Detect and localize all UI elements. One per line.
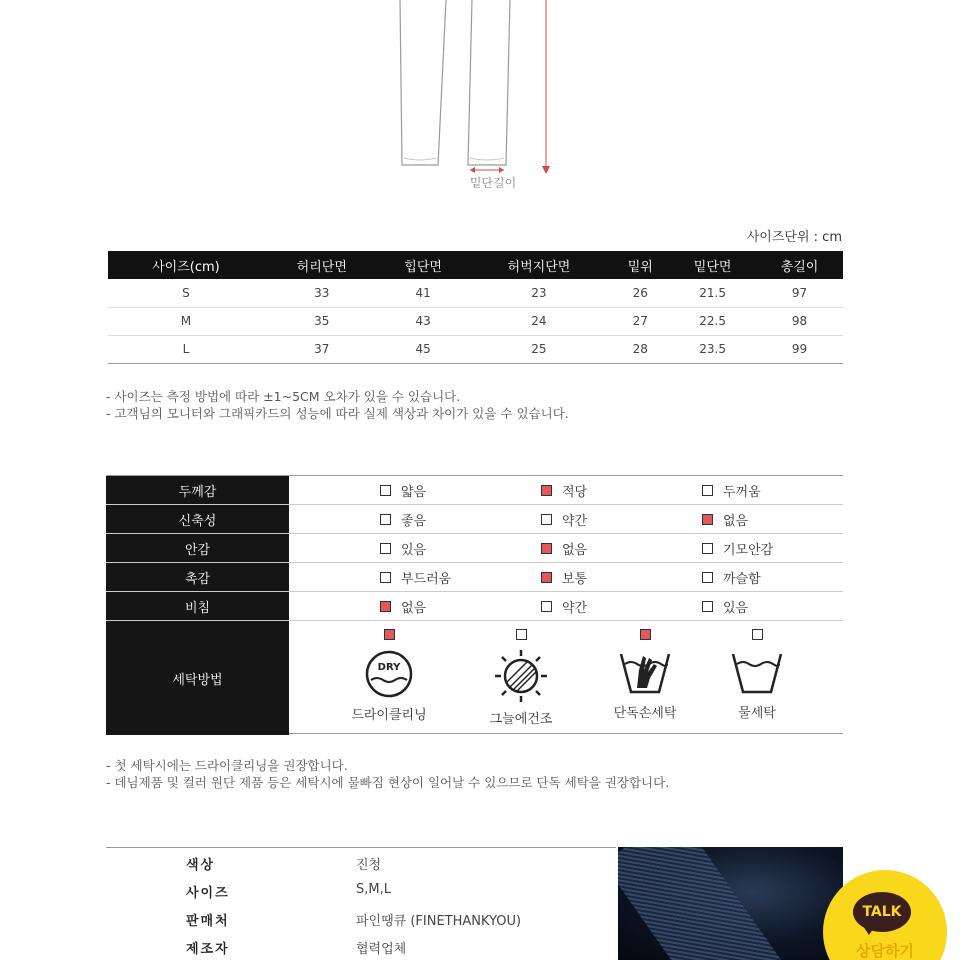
dry-badge: DRY bbox=[377, 662, 401, 673]
cell: 27 bbox=[611, 307, 669, 335]
checkbox bbox=[380, 514, 391, 525]
wash-item-shade-dry bbox=[466, 621, 576, 727]
checkbox bbox=[380, 485, 391, 496]
denim-fabric-photo bbox=[618, 847, 843, 960]
wash-label: 세탁방법 bbox=[106, 621, 289, 735]
wash-item-hand-wash bbox=[590, 621, 700, 721]
wash-notes bbox=[106, 757, 669, 791]
size-unit: 사이즈단위 : cm bbox=[746, 230, 842, 245]
cell: 25 bbox=[467, 335, 612, 363]
table-row bbox=[108, 279, 843, 307]
checkbox-checked bbox=[702, 514, 713, 525]
col-thigh: 허벅지단면 bbox=[467, 251, 612, 279]
wash-item-label: 물세탁 bbox=[738, 706, 776, 721]
fabric-label: 두께감 bbox=[106, 476, 289, 504]
option-label: 있음 bbox=[723, 601, 749, 616]
pants-illustration bbox=[390, 0, 560, 200]
checkbox bbox=[380, 572, 391, 583]
table-row bbox=[108, 335, 843, 363]
fabric-option bbox=[380, 534, 426, 563]
cell: L bbox=[108, 335, 264, 363]
option-label: 부드러움 bbox=[401, 572, 452, 587]
table-row bbox=[108, 307, 843, 335]
cell: S bbox=[108, 279, 264, 307]
col-hem: 밑단면 bbox=[669, 251, 756, 279]
size-notes bbox=[106, 388, 569, 422]
size-table bbox=[108, 251, 843, 364]
fabric-label: 비침 bbox=[106, 592, 289, 620]
dry-clean-icon bbox=[363, 648, 415, 700]
wash-item-water-wash bbox=[702, 621, 812, 721]
checkbox bbox=[380, 543, 391, 554]
option-label: 까슬함 bbox=[723, 572, 761, 587]
wash-item-label: 단독손세탁 bbox=[613, 706, 677, 721]
wash-note: - 데님제품 및 컬러 원단 제품 등은 세탁시에 물빠짐 현상이 일어날 수 있으므로 단독 세탁을 권장합니다. bbox=[106, 775, 670, 790]
fabric-option bbox=[541, 563, 587, 592]
checkbox bbox=[752, 629, 763, 640]
info-value: 진청 bbox=[356, 858, 382, 873]
water-wash-icon bbox=[729, 648, 785, 698]
col-length: 총길이 bbox=[756, 251, 843, 279]
info-key: 색상 bbox=[186, 858, 216, 873]
checkbox bbox=[702, 572, 713, 583]
cell: 35 bbox=[264, 307, 380, 335]
option-label: 기모안감 bbox=[723, 543, 774, 558]
checkbox-checked bbox=[640, 629, 651, 640]
wash-method-row bbox=[106, 621, 843, 735]
info-row-manufacturer bbox=[106, 932, 616, 960]
fabric-option bbox=[541, 592, 587, 621]
fabric-info-table bbox=[106, 475, 843, 734]
fabric-option bbox=[380, 563, 451, 592]
cell: 23 bbox=[467, 279, 612, 307]
fabric-label: 안감 bbox=[106, 534, 289, 562]
fabric-option bbox=[541, 534, 587, 563]
fabric-row-sheerness bbox=[106, 592, 843, 621]
product-info bbox=[106, 847, 616, 960]
cell: 43 bbox=[380, 307, 467, 335]
option-label: 없음 bbox=[562, 543, 588, 558]
cell: 21.5 bbox=[669, 279, 756, 307]
checkbox bbox=[702, 485, 713, 496]
fabric-label: 신축성 bbox=[106, 505, 289, 533]
hem-length-label: 밑단길이 bbox=[469, 176, 517, 190]
fabric-label: 촉감 bbox=[106, 563, 289, 591]
cell: M bbox=[108, 307, 264, 335]
option-label: 보통 bbox=[562, 572, 588, 587]
size-note: - 고객님의 모니터와 그래픽카드의 성능에 따라 실제 색상과 차이가 있을 수 있습니다. bbox=[106, 406, 569, 421]
checkbox-checked bbox=[541, 572, 552, 583]
hand-wash-icon bbox=[617, 648, 673, 698]
col-rise: 밑위 bbox=[611, 251, 669, 279]
fabric-option bbox=[702, 563, 761, 592]
checkbox-checked bbox=[380, 601, 391, 612]
cell: 99 bbox=[756, 335, 843, 363]
cell: 98 bbox=[756, 307, 843, 335]
cell: 33 bbox=[264, 279, 380, 307]
fabric-row-thickness bbox=[106, 476, 843, 505]
info-key: 사이즈 bbox=[186, 886, 230, 901]
wash-note: - 첫 세탁시에는 드라이클리닝을 권장합니다. bbox=[106, 758, 348, 773]
cell: 24 bbox=[467, 307, 612, 335]
info-row-size bbox=[106, 876, 616, 904]
fabric-row-stretch bbox=[106, 505, 843, 534]
wash-item-dry-clean bbox=[334, 621, 444, 723]
option-label: 약간 bbox=[562, 514, 588, 529]
fabric-option bbox=[702, 592, 748, 621]
checkbox-checked bbox=[541, 543, 552, 554]
fabric-row-lining bbox=[106, 534, 843, 563]
info-key: 판매처 bbox=[186, 914, 230, 929]
size-note: - 사이즈는 측정 방법에 따라 ±1~5CM 오차가 있을 수 있습니다. bbox=[106, 389, 461, 404]
checkbox-checked bbox=[384, 629, 395, 640]
fabric-option bbox=[380, 505, 426, 534]
col-hip: 힙단면 bbox=[380, 251, 467, 279]
option-label: 적당 bbox=[562, 485, 588, 500]
checkbox bbox=[702, 543, 713, 554]
option-label: 없음 bbox=[723, 514, 749, 529]
checkbox bbox=[541, 601, 552, 612]
fabric-option bbox=[380, 476, 426, 505]
fabric-option bbox=[380, 592, 426, 621]
cell: 23.5 bbox=[669, 335, 756, 363]
shade-dry-icon bbox=[493, 648, 549, 704]
checkbox bbox=[702, 601, 713, 612]
checkbox bbox=[541, 514, 552, 525]
col-size: 사이즈(cm) bbox=[108, 251, 264, 279]
cell: 41 bbox=[380, 279, 467, 307]
cell: 28 bbox=[611, 335, 669, 363]
talk-label: 상담하기 bbox=[856, 942, 914, 960]
col-waist: 허리단면 bbox=[264, 251, 380, 279]
fabric-option bbox=[702, 534, 773, 563]
fabric-option bbox=[541, 476, 587, 505]
option-label: 얇음 bbox=[401, 485, 427, 500]
cell: 97 bbox=[756, 279, 843, 307]
cell: 22.5 bbox=[669, 307, 756, 335]
cell: 26 bbox=[611, 279, 669, 307]
cell: 37 bbox=[264, 335, 380, 363]
checkbox bbox=[516, 629, 527, 640]
fabric-row-texture bbox=[106, 563, 843, 592]
cell: 45 bbox=[380, 335, 467, 363]
fabric-option bbox=[702, 476, 761, 505]
info-key: 제조자 bbox=[186, 942, 230, 957]
fabric-option bbox=[541, 505, 587, 534]
talk-bubble-icon: TALK bbox=[853, 892, 911, 932]
info-value: S,M,L bbox=[356, 882, 391, 897]
wash-item-label: 드라이클리닝 bbox=[351, 708, 427, 723]
size-table-header-row bbox=[108, 251, 843, 279]
wash-item-label: 그늘에건조 bbox=[489, 712, 553, 727]
checkbox-checked bbox=[541, 485, 552, 496]
option-label: 있음 bbox=[401, 543, 427, 558]
fabric-option bbox=[702, 505, 748, 534]
option-label: 두꺼움 bbox=[723, 485, 761, 500]
option-label: 약간 bbox=[562, 601, 588, 616]
info-row-seller bbox=[106, 904, 616, 932]
info-value: 협력업체 bbox=[356, 942, 407, 957]
info-value: 파인땡큐 (FINETHANKYOU) bbox=[356, 914, 522, 929]
info-row-color bbox=[106, 848, 616, 876]
option-label: 좋음 bbox=[401, 514, 427, 529]
option-label: 없음 bbox=[401, 601, 427, 616]
